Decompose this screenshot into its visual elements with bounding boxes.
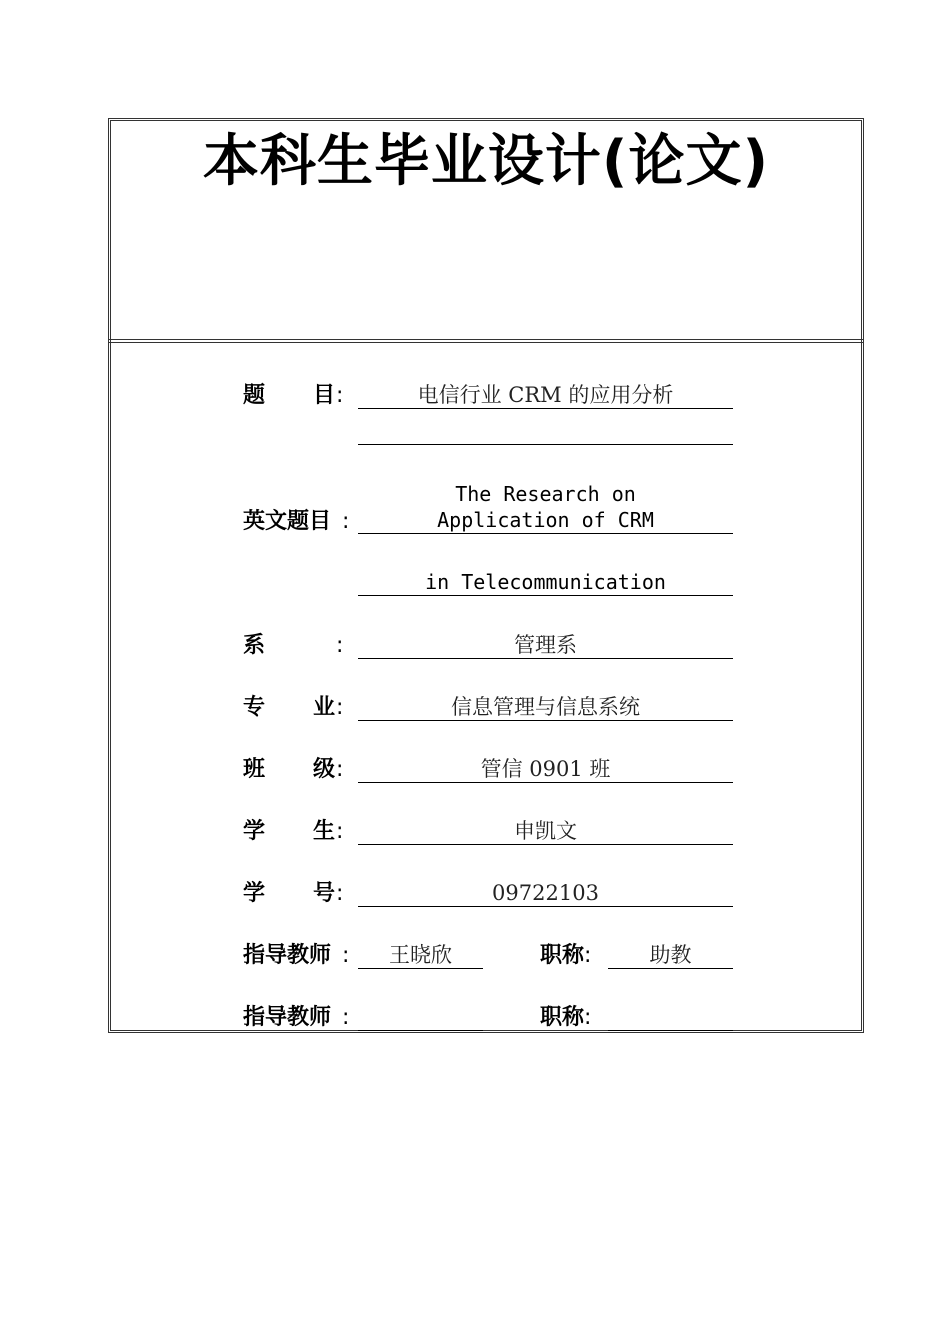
advisor1-value: 王晓欣 xyxy=(358,942,483,969)
major-value: 信息管理与信息系统 xyxy=(358,694,733,721)
department-value: 管理系 xyxy=(358,632,733,659)
document-title: 本科生毕业设计(论文) xyxy=(202,129,770,194)
english-title-line1: The Research on Application of CRM xyxy=(358,481,733,534)
topic-value: 电信行业 CRM 的应用分析 xyxy=(358,382,733,409)
student-value: 申凯文 xyxy=(358,818,733,845)
topic-extra-line xyxy=(358,444,733,445)
english-title-line2: in Telecommunication xyxy=(358,569,733,596)
advisor1-title-label: 职称: xyxy=(540,943,592,968)
title-divider xyxy=(108,339,864,343)
advisor2-title-value xyxy=(608,1004,733,1031)
advisor1-title-value: 助教 xyxy=(608,942,733,969)
advisor2-title-label: 职称: xyxy=(540,1005,592,1030)
class-value: 管信 0901 班 xyxy=(358,756,733,783)
advisor2-value xyxy=(358,1004,483,1031)
student-id-value: 09722103 xyxy=(358,880,733,907)
